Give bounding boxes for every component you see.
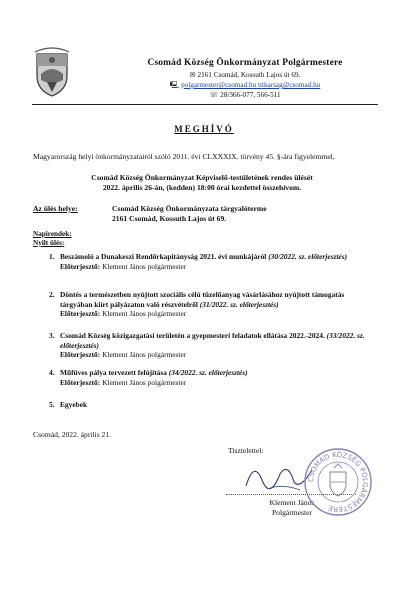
envelope-icon: ✉ xyxy=(189,71,196,79)
agenda-item-reference: (30/2022. sz. előterjesztés) xyxy=(268,252,348,261)
presenter-name: Klement János polgármester xyxy=(102,377,187,387)
address-line xyxy=(95,71,395,79)
email-link-office[interactable]: titkarsag@csomad.hu xyxy=(256,81,321,89)
agenda-label: Napirendek: xyxy=(33,230,72,238)
presenter-name: Klement János polgármester xyxy=(102,261,187,271)
closing-greeting: Tisztelettel: xyxy=(228,446,264,455)
agenda-item-reference: (33/2022. sz. előterjesztés) xyxy=(60,331,365,350)
agenda-item-number: 5. xyxy=(49,400,55,409)
document-title: MEGHÍVÓ xyxy=(174,124,234,134)
agenda-item-number: 4. xyxy=(49,368,55,377)
venue-line-2: 2161 Csomád, Kossuth Lajos út 69. xyxy=(112,214,227,223)
address-text: 2161 Csomád, Kossuth Lajos út 69. xyxy=(197,71,301,79)
venue-value xyxy=(112,204,267,224)
agenda-item-number: 1. xyxy=(49,252,55,261)
coat-of-arms-icon xyxy=(33,46,71,98)
agenda-item-title: Csomád Község közigazgatási területén a gyepmesteri feladatok ellátása 2022.-2024. xyxy=(60,331,325,340)
meeting-announcement xyxy=(33,173,371,193)
agenda-item-number: 2. xyxy=(49,290,55,299)
signatory-name: Klement János xyxy=(269,498,315,507)
meeting-line-1: Csomád Község Önkormányzat Képviselő-testületének rendes ülését xyxy=(91,173,313,182)
agenda-item-number: 3. xyxy=(49,331,55,340)
svg-text:CSOMÁD KÖZSÉG POLGÁRMESTERE xyxy=(307,450,369,513)
agenda-item-reference: (31/2022. sz. előterjesztés) xyxy=(199,299,279,309)
meeting-line-2: 2022. április 26-án, (kedden) 18:00 órai kezdettel összehívom. xyxy=(102,183,302,193)
open-session-label: Nyilt ülés: xyxy=(33,239,65,247)
agenda-item-title: Beszámoló a Dunakeszi Rendőrkapitányság 2021. évi munkájáról xyxy=(60,252,267,261)
organization-name: Csomád Község Önkormányzat Polgármestere xyxy=(147,58,343,68)
signatory-role: Polgármester xyxy=(271,508,313,517)
email-link-mayor[interactable]: polgarmester@csomad.hu xyxy=(181,81,257,89)
agenda-item-reference: (34/2022. sz. előterjesztés) xyxy=(168,368,248,377)
official-stamp-icon xyxy=(302,446,374,518)
presenter-label: Előterjesztő: xyxy=(60,261,101,271)
intro-paragraph: Magyarország helyi önkormányzatairól szóló 2011. évi CLXXXIX. törvény 45. §-ára figyelemmel, xyxy=(33,152,335,161)
header-divider xyxy=(32,104,378,105)
phone-text: 28/366-077, 566-511 xyxy=(220,91,281,99)
presenter-label: Előterjesztő: xyxy=(60,309,101,319)
presenter-name: Klement János polgármester xyxy=(102,309,187,319)
phone-line xyxy=(95,91,395,99)
agenda-heading xyxy=(33,230,72,248)
stamp-text: CSOMÁD KÖZSÉG POLGÁRMESTERE xyxy=(306,450,370,514)
agenda-item-title: Műfüves pálya tervezett felújítása xyxy=(60,368,167,377)
presenter-name: Klement János polgármester xyxy=(102,350,187,360)
venue-label: Az ülés helye: xyxy=(33,204,78,213)
presenter-label: Előterjesztő: xyxy=(60,350,101,360)
place-and-date: Csomád, 2022. április 21. xyxy=(33,430,112,439)
telephone-icon: ☏ xyxy=(209,91,219,99)
agenda-item-title: Döntés a természetben nyújtott szociális célú tüzelőanyag vásárlásához nyújtott támogatás tárgyában kiírt pályázaton való részvételről xyxy=(60,290,345,309)
agenda-item-title: Egyebek xyxy=(60,400,88,409)
venue-line-1: Csomád Község Önkormányzata tárgyalóterme xyxy=(112,204,267,213)
presenter-label: Előterjesztő: xyxy=(60,377,101,387)
computer-icon: 🖳 xyxy=(169,81,180,89)
